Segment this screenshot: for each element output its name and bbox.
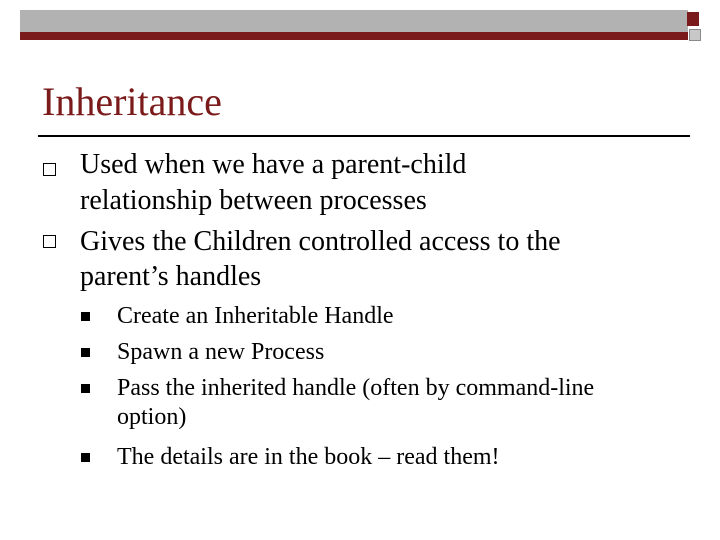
sub-bullet-text-line: Pass the inherited handle (often by command-line (117, 375, 595, 401)
bullet-text-line: relationship between processes (80, 185, 427, 216)
header-band-light (20, 10, 688, 32)
sub-bullet-text-line: Spawn a new Process (117, 339, 325, 365)
title-divider (38, 135, 690, 137)
sub-bullet-text-line: Create an Inheritable Handle (117, 303, 394, 329)
corner-square-dark (687, 12, 699, 26)
slide-title: Inheritance (42, 79, 222, 124)
bullet-text-line: Used when we have a parent-child (80, 149, 467, 180)
hollow-square-bullet-icon (43, 163, 56, 176)
filled-square-bullet-icon (81, 312, 90, 321)
corner-square-light (689, 29, 701, 41)
filled-square-bullet-icon (81, 453, 90, 462)
sub-bullet-text-line: The details are in the book – read them! (117, 444, 500, 470)
filled-square-bullet-icon (81, 348, 90, 357)
hollow-square-bullet-icon (43, 235, 56, 248)
header-band-dark (20, 32, 688, 40)
sub-bullet-text-line: option) (117, 404, 187, 430)
bullet-text-line: Gives the Children controlled access to the (80, 226, 561, 257)
bullet-text-line: parent’s handles (80, 261, 262, 292)
filled-square-bullet-icon (81, 384, 90, 393)
